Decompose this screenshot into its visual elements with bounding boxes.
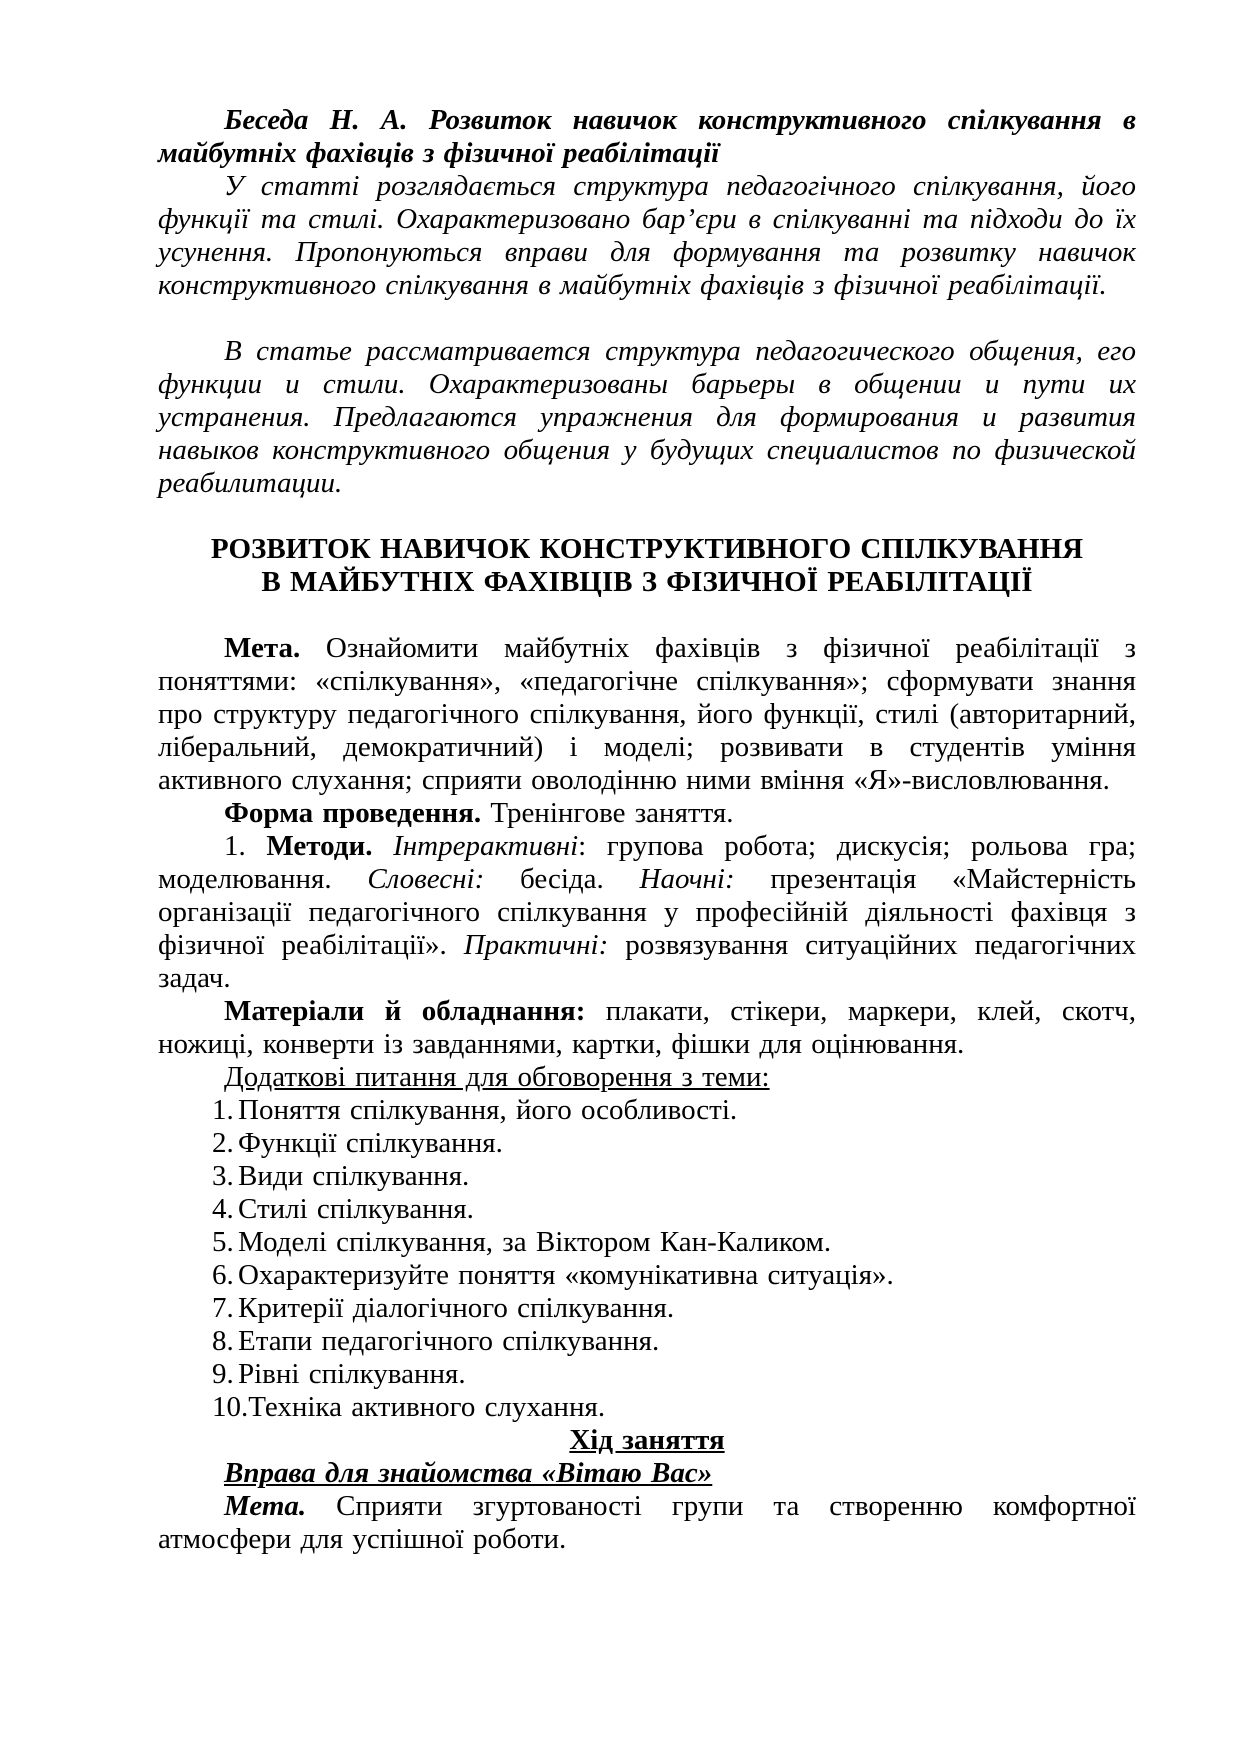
item-number: 4.	[212, 1193, 234, 1225]
question-item-5	[212, 1226, 1136, 1259]
questions-heading	[158, 1061, 1136, 1094]
text-segment: Вправа для знайомства «Вітаю Вас»	[224, 1457, 713, 1489]
text-segment: бесіда.	[484, 863, 640, 895]
text-segment: 1.	[224, 830, 267, 862]
text-segment: Методи.	[266, 830, 373, 862]
text-segment: Охарактеризуйте поняття «комунікативна ситуація».	[238, 1259, 894, 1291]
text-segment: Словесні:	[367, 863, 485, 895]
text-segment: : групова робота; дискусія; рольова гра; моделювання.	[158, 830, 1137, 895]
goal-paragraph	[158, 632, 1136, 797]
format-paragraph	[158, 797, 1136, 830]
text-segment: Тренінгове заняття.	[481, 797, 734, 829]
text-segment: Беседа Н. А. Розвиток навичок конструктивного спілкування в майбутніх фахівців з фізичної реабілітації	[158, 104, 1136, 169]
question-item-8	[212, 1325, 1136, 1358]
text-segment: Моделі спілкування, за Віктором Кан-Каликом.	[238, 1226, 832, 1258]
abstract-ukrainian	[158, 170, 1136, 302]
text-segment: Види спілкування.	[238, 1160, 470, 1192]
text-segment: Мета.	[224, 632, 301, 664]
text-segment: В статье рассматривается структура педагогического общения, его функции и стили. Охарактеризованы барьеры в общении и пути их устранения. Предлагаются упражнения для формирования и развития навыков конструктивного общения у будущих специалистов по физической реабилитации.	[158, 335, 1136, 499]
text-segment: Техніка активного слухання.	[248, 1391, 606, 1423]
question-item-6	[212, 1259, 1136, 1292]
exercise-title	[158, 1457, 1136, 1490]
text-segment: Сприяти згуртованості групи та створенню комфортної атмосфери для успішної роботи.	[158, 1490, 1136, 1555]
item-number: 9.	[212, 1358, 234, 1390]
item-number: 7.	[212, 1292, 234, 1324]
text-segment: Стилі спілкування.	[238, 1193, 474, 1225]
methods-paragraph	[158, 830, 1136, 995]
text-segment: плакати, стікери, маркери, клей, скотч, ножиці, конверти із завданнями, картки, фішки для оцінювання.	[158, 995, 1136, 1060]
question-item-9	[212, 1358, 1136, 1391]
question-item-1	[212, 1094, 1136, 1127]
text-segment: Матеріали й обладнання:	[224, 995, 586, 1027]
question-item-4	[212, 1193, 1136, 1226]
item-number: 6.	[212, 1259, 234, 1291]
author-heading	[158, 104, 1136, 170]
item-number: 8.	[212, 1325, 234, 1357]
text-segment: У статті розглядається структура педагогічного спілкування, його функції та стилі. Охарактеризовано бар’єри в спілкуванні та підходи до їх усунення. Пропонуються вправи для формування та розвитку навичок конструктивного спілкування в майбутніх фахівців з фізичної реабілітації.	[158, 170, 1136, 301]
text-segment: Форма проведення.	[224, 797, 482, 829]
text-segment: Поняття спілкування, його особливості.	[238, 1094, 738, 1126]
question-item-7	[212, 1292, 1136, 1325]
text-segment: розвязування ситуаційних педагогічних задач.	[158, 929, 1136, 994]
text-segment: Критерії діалогічного спілкування.	[238, 1292, 675, 1324]
text-segment: Мета.	[224, 1490, 307, 1522]
exercise-goal-paragraph	[158, 1490, 1136, 1556]
article-title	[158, 533, 1136, 599]
item-number: 2.	[212, 1127, 234, 1159]
question-item-3	[212, 1160, 1136, 1193]
text-segment: Функції спілкування.	[238, 1127, 503, 1159]
text-segment: Ознайомити майбутніх фахівців з фізичної реабілітації з поняттями: «спілкування», «педагогічне спілкування»; сформувати знання про структуру педагогічного спілкування, його функції, стилі (авторитарний, ліберальний, демократичний) і моделі; розвивати в студентів уміння активного слухання; сприяти оволодінню ними вміння «Я»-висловлювання.	[158, 632, 1136, 796]
item-number: 10.	[212, 1391, 249, 1423]
text-segment: Додаткові питання для обговорення з теми:	[224, 1061, 770, 1093]
text-segment	[372, 830, 393, 862]
item-number: 5.	[212, 1226, 234, 1258]
text-segment: Етапи педагогічного спілкування.	[238, 1325, 660, 1357]
session-flow-heading	[158, 1424, 1136, 1457]
question-item-10	[212, 1391, 1136, 1424]
text-segment: Практичні:	[463, 929, 609, 961]
item-number: 1.	[212, 1094, 234, 1126]
text-segment: Рівні спілкування.	[238, 1358, 466, 1390]
article-title-line-2: В МАЙБУТНІХ ФАХІВЦІВ З ФІЗИЧНОЇ РЕАБІЛІТАЦІЇ	[261, 566, 1033, 598]
article-title-line-1: РОЗВИТОК НАВИЧОК КОНСТРУКТИВНОГО СПІЛКУВАННЯ	[210, 533, 1084, 565]
abstract-russian	[158, 335, 1136, 500]
materials-paragraph	[158, 995, 1136, 1061]
text-segment: презентація «Майстерність організації педагогічного спілкування у професійній діяльності фахівця з фізичної реабілітації».	[158, 863, 1136, 961]
text-segment: Наочні:	[639, 863, 735, 895]
text-segment: Хід заняття	[569, 1424, 725, 1456]
text-segment: Інтрерактивні	[393, 830, 579, 862]
item-number: 3.	[212, 1160, 234, 1192]
question-item-2	[212, 1127, 1136, 1160]
